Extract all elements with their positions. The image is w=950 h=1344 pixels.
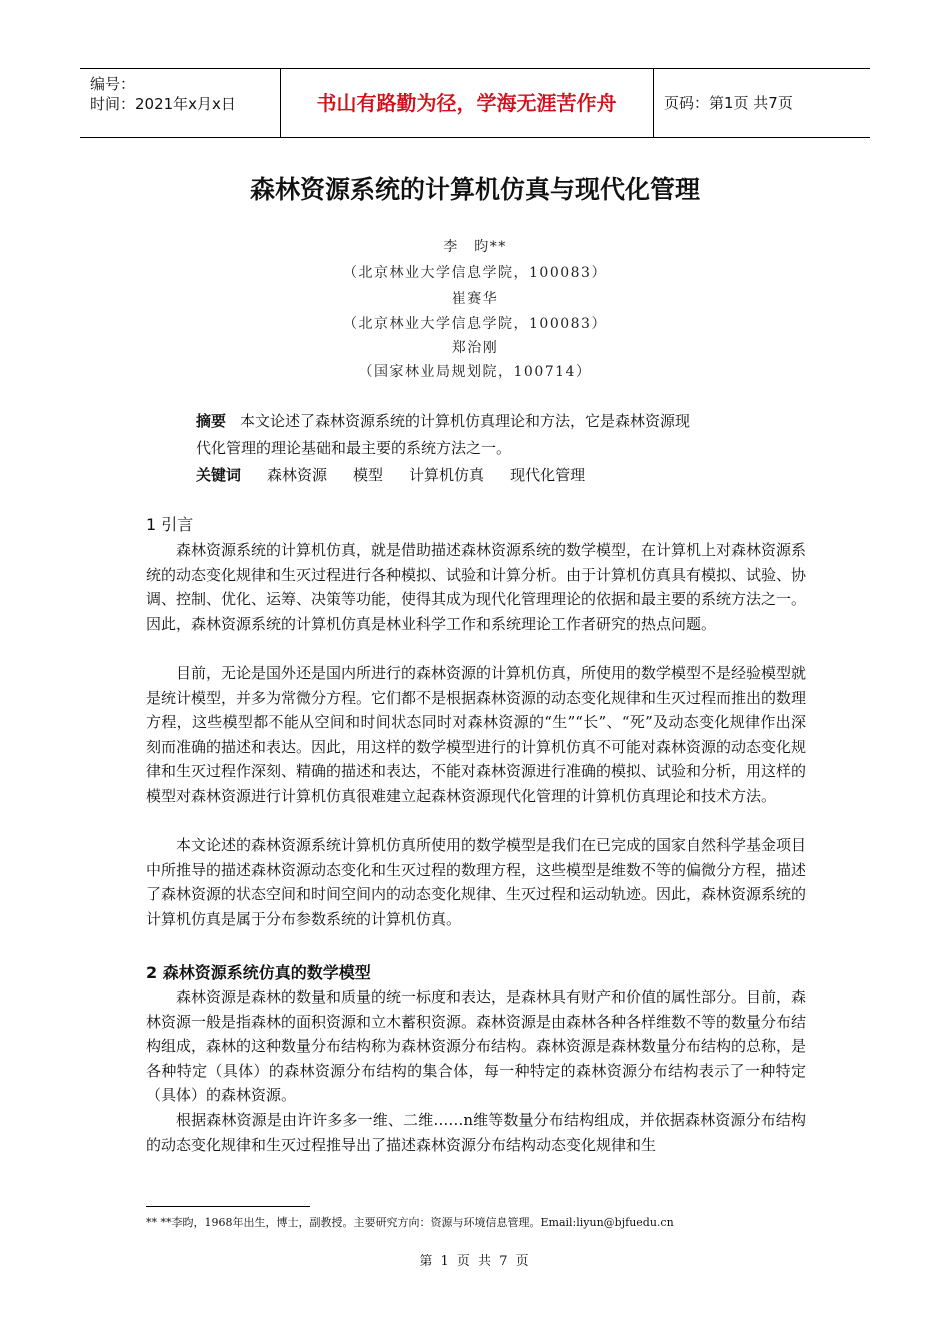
section-1-paragraph: 森林资源系统的计算机仿真，就是借助描述森林资源系统的数学模型，在计算机上对森林资源系统的动态变化规律和生灭过程进行各种模拟、试验和计算分析。由于计算机仿真具有模拟、试验、协调、控制、优化、运筹、决策等功能，使得其成为现代化管理理论的依据和最主要的系统方法之一。因此，森林资源系统的计算机仿真是林业科学工作和系统理论工作者研究的热点问题。 xyxy=(146,541,807,633)
section-2-heading: 2 森林资源系统仿真的数学模型 xyxy=(146,963,371,982)
affiliation-1: （北京林业大学信息学院，100083） xyxy=(343,265,607,281)
page-number: 第 1 页 共 7 页 xyxy=(419,1254,531,1269)
number-label: 编号： xyxy=(90,75,136,93)
keywords-label: 关键词 xyxy=(196,466,242,484)
abstract-label: 摘要 xyxy=(196,412,227,430)
header-motto: 书山有路勤为径，学海无涯苦作舟 xyxy=(280,69,654,137)
section-1-heading: 1 引言 xyxy=(146,515,194,534)
author-3: 郑治刚 xyxy=(451,340,499,356)
section-2-paragraph: 森林资源是森林的数量和质量的统一标度和表达，是森林具有财产和价值的属性部分。目前，森林资源一般是指森林的面积资源和立木蓄积资源。森林资源是由森林各种各样维数不等的数量分布结构组成，森林的这种数量分布结构称为森林资源分布结构。森林资源是森林数量分布结构的总称，是各种特定（具体）的森林资源分布结构的集合体，每一种特定的森林资源分布结构表示了一种特定（具体）的森林资源。 xyxy=(146,988,807,1105)
section-1-paragraph: 本文论述的森林资源系统计算机仿真所使用的数学模型是我们在已完成的国家自然科学基金项目中所推导的描述森林资源动态变化和生灭过程的数理方程，这些模型是维数不等的偏微分方程，描述了森林资源的状态空间和时间空间内的动态变化规律、生灭过程和运动轨迹。因此，森林资源系统的计算机仿真是属于分布参数系统的计算机仿真。 xyxy=(146,836,807,928)
document-title: 森林资源系统的计算机仿真与现代化管理 xyxy=(249,175,700,204)
keyword: 现代化管理 xyxy=(510,466,586,484)
abstract-line-1: 本文论述了森林资源系统的计算机仿真理论和方法，它是森林资源现 xyxy=(240,412,691,430)
keywords xyxy=(196,462,796,489)
affiliation-2: （北京林业大学信息学院，100083） xyxy=(343,316,607,332)
keyword: 模型 xyxy=(353,466,384,484)
keyword: 计算机仿真 xyxy=(409,466,485,484)
author-1: 李 昀** xyxy=(443,239,507,255)
header-page-info: 页码：第1页 共7页 xyxy=(664,94,793,112)
page-header xyxy=(80,68,870,138)
abstract-line-2: 代化管理的理论基础和最主要的系统方法之一。 xyxy=(196,439,512,457)
section-1-paragraph: 目前，无论是国外还是国内所进行的森林资源的计算机仿真，所使用的数学模型不是经验模型就是统计模型，并多为常微分方程。它们都不是根据森林资源的动态变化规律和生灭过程而推出的数理方程，这些模型都不能从空间和时间状态同时对森林资源的“生”“长”、“死”及动态变化规律作出深刻而准确的描述和表达。因此，用这样的数学模型进行的计算机仿真不可能对森林资源的动态变化规律和生灭过程作深刻、精确的描述和表达，不能对森林资源进行准确的模拟、试验和分析，用这样的模型对森林资源进行计算机仿真很难建立起森林资源现代化管理的计算机仿真理论和技术方法。 xyxy=(146,664,807,805)
header-meta xyxy=(80,69,281,137)
section-2-paragraph: 根据森林资源是由许许多多一维、二维……n维等数量分布结构组成，并依据森林资源分布结构的动态变化规律和生灭过程推导出了描述森林资源分布结构动态变化规律和生 xyxy=(146,1111,806,1154)
affiliation-3: （国家林业局规划院，100714） xyxy=(358,364,592,380)
date-label: 时间：2021年x月x日 xyxy=(90,95,236,113)
keyword: 森林资源 xyxy=(267,466,328,484)
abstract xyxy=(196,408,796,489)
footnote: ** **李昀，1968年出生，博士，副教授。主要研究方向：资源与环境信息管理。Email:liyun@bjfuedu.cn xyxy=(146,1216,674,1229)
author-2: 崔赛华 xyxy=(451,291,499,307)
footnote-divider xyxy=(146,1206,310,1207)
